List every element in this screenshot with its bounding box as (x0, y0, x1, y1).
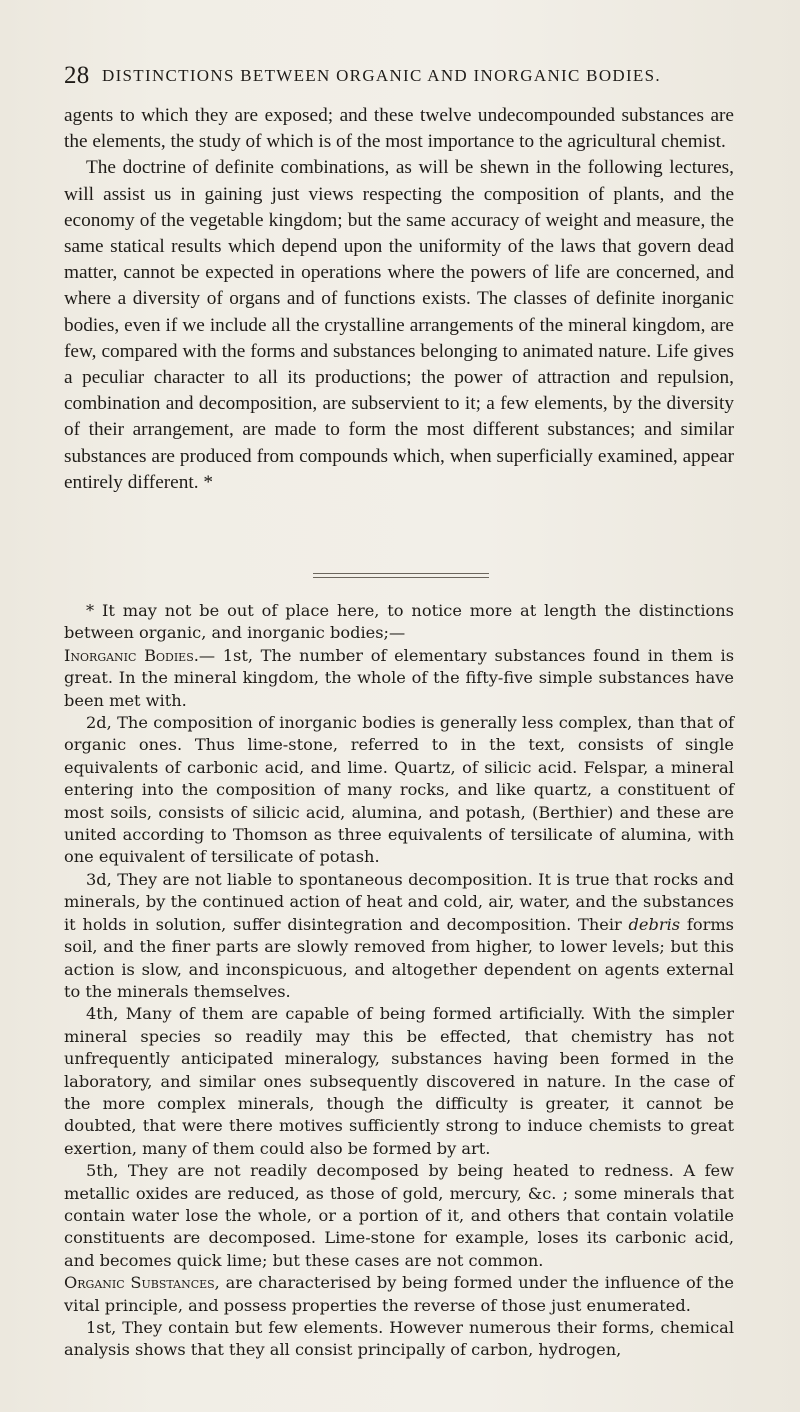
footnote (64, 600, 734, 1362)
footnote-paragraph: 1st, They contain but few elements. However numerous their forms, chemical analysis shows that they all consist principally of carbon, hydrogen, (64, 1318, 734, 1360)
footnote-paragraph: 4th, Many of them are capable of being formed artificially. With the simpler mineral species so readily may this be effected, that chemistry has not unfrequently anticipated mineralogy, substances having been formed in the laboratory, and similar ones subsequently discovered in nature. In the case of the more complex minerals, though the difficulty is greater, it cannot be doubted, that were there motives sufficiently strong to induce chemists to great exertion, many of them could also be formed by art. (64, 1004, 734, 1158)
paragraph: The doctrine of definite combinations, as will be shewn in the following lectures, will assist us in gaining just views respecting the composition of plants, and the economy of the vegetable kingdom; but the same accuracy of weight and measure, the same statical results which depend upon the uniformity of the laws that govern dead matter, cannot be expected in operations where the powers of life are concerned, and where a diversity of organs and of functions exists. The classes of definite inorganic bodies, even if we include all the crystalline arrangements of the mineral kingdom, are few, compared with the forms and substances belonging to animated nature. Life gives a peculiar character to all its productions; the power of attraction and repulsion, combination and decomposition, are subservient to it; a few elements, by the diversity of their arrangement, are made to form the most different substances; and similar substances are produced from compounds which, when superficially examined, appear entirely different. * (64, 157, 734, 493)
footnote-paragraph: 2d, The composition of inorganic bodies is generally less complex, than that of organic ones. Thus lime-stone, referred to in the text, consists of single equivalents of carbonic acid, and lime. Quartz, of silicic acid. Felspar, a mineral entering into the composition of many rocks, and like quartz, a constituent of most soils, consists of silicic acid, alumina, and potash, (Berthier) and these are united according to Thomson as three equivalents of tersilicate of alumina, with one equivalent of tersilicate of potash. (64, 713, 734, 867)
footnote-text: forms soil, and the finer parts are slowly removed from higher, to lower levels; but this action is slow, and inconspicuous, and altogether dependent on agents external to the minerals themselves. (64, 914, 734, 1001)
footnote-paragraph: 5th, They are not readily decomposed by being heated to redness. A few metallic oxides are reduced, as those of gold, mercury, &c. ; some minerals that contain water lose the whole, or a portion of it, and others that contain volatile constituents are decomposed. Lime-stone for example, loses its carbonic acid, and becomes quick lime; but these cases are not common. (64, 1161, 734, 1270)
section-heading: Organic Substances, (64, 1273, 220, 1293)
footnote-paragraph (64, 645, 734, 712)
main-text (64, 103, 734, 496)
page-header (64, 56, 734, 96)
page-number: 28 (64, 62, 90, 89)
paragraph: agents to which they are exposed; and these twelve undecompounded substances are the elements, the study of which is of the most importance to the agricultural chemist. (64, 105, 734, 153)
footnote-paragraph (64, 1272, 734, 1317)
footnote-paragraph (64, 869, 734, 1003)
footnote-text: 3d, They are not liable to spontaneous decomposition. It is true that rocks and minerals, by the continued action of heat and cold, air, water, and the substances it holds in solution, suffer disintegration and decomposition. Their (64, 869, 734, 934)
running-head: DISTINCTIONS BETWEEN ORGANIC AND INORGANIC BODIES. (102, 66, 661, 85)
footnote-text: are characterised by being formed under the influence of the vital principle, and possess properties the reverse of those just enumerated. (64, 1273, 734, 1315)
italic-term: debris (628, 914, 681, 934)
footnote-divider (313, 573, 489, 578)
section-heading: Inorganic Bodies. (64, 645, 199, 665)
footnote-intro: * It may not be out of place here, to notice more at length the distinctions between organic, and inorganic bodies;— (64, 601, 734, 643)
footnote-text: — 1st, The number of elementary substances found in them is great. In the mineral kingdom, the whole of the fifty-five simple substances have been met with. (64, 645, 735, 710)
